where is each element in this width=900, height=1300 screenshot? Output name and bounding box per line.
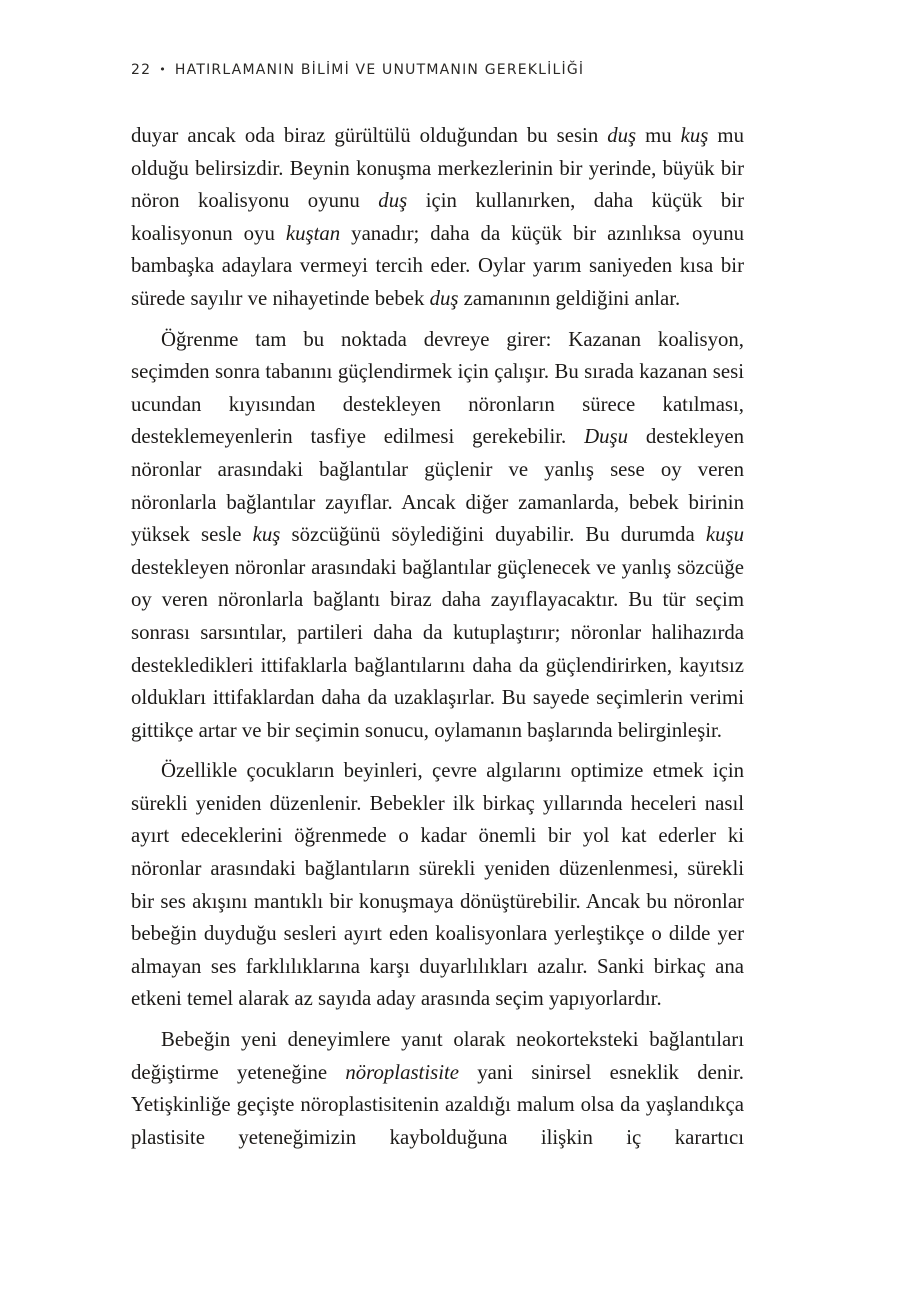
running-header xyxy=(131,62,771,78)
italic-term: Duşu xyxy=(584,425,628,449)
italic-term: kuştan xyxy=(285,221,341,245)
text-run: yani sinirsel esneklik denir. Yetişkinliğe geçişte nöroplastisitenin azaldığı malum olsa da yaşlandıkça plastisite yeteneğimizin kaybolduğuna ilişkin iç karartıcı xyxy=(131,1060,744,1149)
italic-term: kuş xyxy=(252,523,281,547)
running-title: HATIRLAMANIN BİLİMİ VE UNUTMANIN GEREKLİLİĞİ xyxy=(174,62,585,78)
text-run: destekleyen nöronlar arasındaki bağlantılar güçlenir ve yanlış sese oy veren nöronlarla bağlantılar zayıflar. Ancak diğer zamanlarda, bebek birinin yüksek sesle xyxy=(131,425,744,547)
text-run: yanadır; daha da küçük bir azınlıksa oyunu bambaşka adaylara vermeyi tercih eder. Oylar yarım saniyeden kısa bir sürede sayılır ve nihayetinde bebek xyxy=(131,221,744,310)
paragraph xyxy=(131,1024,744,1154)
paragraph xyxy=(131,120,744,316)
italic-term: duş xyxy=(429,286,459,310)
text-run: Bebeğin yeni deneyimlere yanıt olarak neokorteksteki bağlantıları değiştirme yeteneğine xyxy=(131,1028,744,1084)
text-run: sözcüğünü söylediğini duyabilir. Bu durumda xyxy=(280,523,706,547)
text-run: zamanının geldiğini anlar. xyxy=(458,286,681,310)
italic-term: kuşu xyxy=(705,523,744,547)
italic-term: duş xyxy=(378,189,408,213)
paragraph xyxy=(131,324,744,748)
italic-term: kuş xyxy=(680,124,709,147)
italic-term: nöroplastisite xyxy=(345,1060,459,1084)
text-run: mu olduğu belirsizdir. Beynin konuşma merkezlerinin bir yerinde, büyük bir nöron koalisyonu oyunu xyxy=(131,124,744,213)
header-separator-bullet: • xyxy=(159,63,167,76)
paragraph xyxy=(131,755,744,1016)
page-number: 22 xyxy=(131,62,152,78)
text-run: Öğrenme tam bu noktada devreye girer: Kazanan koalisyon, seçimden sonra tabanını güçlendirmek için çalışır. Bu sırada kazanan sesi ucundan kıyısından destekleyen nöronların sürece katılması, desteklemeyenlerin tasfiye edilmesi gerekebilir. xyxy=(131,327,744,449)
text-run: duyar ancak oda biraz gürültülü olduğundan bu sesin xyxy=(131,124,608,147)
text-run: mu xyxy=(636,124,681,147)
italic-term: duş xyxy=(607,124,637,147)
body-text xyxy=(131,120,744,1154)
text-run: Özellikle çocukların beyinleri, çevre algılarını optimize etmek için sürekli yeniden düzenlenir. Bebekler ilk birkaç yıllarında heceleri nasıl ayırt edeceklerini öğrenmede o kadar önemli bir yol kat ederler ki nöronlar arasındaki bağlantıların sürekli yeniden düzenlenmesi, sürekli bir ses akışını mantıklı bir konuşmaya dönüştürebilir. Ancak bu nöronlar bebeğin duyduğu sesleri ayırt eden koalisyonlara yerleştikçe o dilde yer almayan ses farklılıklarına karşı duyarlılıkları azalır. Sanki birkaç ana etkeni temel alarak az sayıda aday arasında seçim yapıyorlardır. xyxy=(131,759,744,1011)
text-run: için kullanırken, daha küçük bir koalisyonun oyu xyxy=(131,189,744,245)
text-run: destekleyen nöronlar arasındaki bağlantılar güçlenecek ve yanlış sözcüğe oy veren nöronlarla bağlantı biraz daha zayıflayacaktır. Bu tür seçim sonrası sarsıntılar, partileri daha da kutuplaştırır; nöronlar halihazırda destekledikleri ittifaklarla bağlantılarını daha da güçlendirirken, kayıtsız oldukları ittifaklardan daha da uzaklaşırlar. Bu sayede seçimlerin verimi gittikçe artar ve bir seçimin sonucu, oylamanın başlarında belirginleşir. xyxy=(131,555,744,742)
